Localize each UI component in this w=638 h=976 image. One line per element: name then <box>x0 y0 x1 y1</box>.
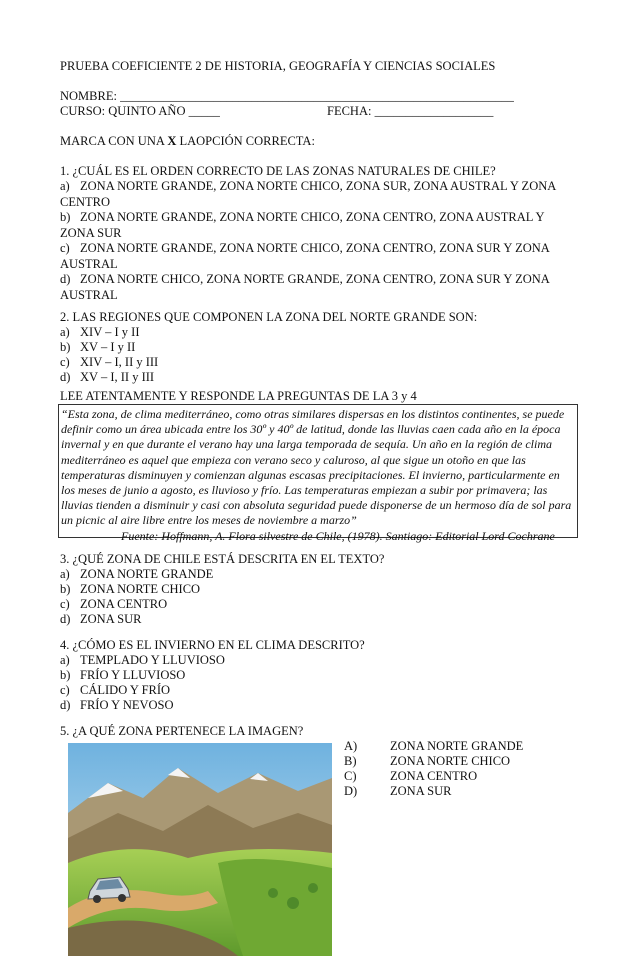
option-letter: b) <box>60 210 71 224</box>
option-text: ZONA SUR <box>390 784 452 798</box>
name-field-line: NOMBRE: _______________________________________________________________ <box>60 89 514 103</box>
reading-source: Fuente: Hoffmann, A. Flora silvestre de Chile, (1978). Santiago: Editorial Lord Cochrane <box>121 528 555 543</box>
exam-title: PRUEBA COEFICIENTE 2 DE HISTORIA, GEOGRAFÍA Y CIENCIAS SOCIALES <box>60 59 496 73</box>
q1-option-a <box>60 179 568 210</box>
q5-option-a <box>344 739 523 754</box>
q2-option-d <box>60 370 154 385</box>
option-letter: c) <box>60 597 70 611</box>
course-field-line: CURSO: QUINTO AÑO _____ <box>60 104 220 118</box>
option-letter: A) <box>344 739 358 753</box>
q1-option-b <box>60 210 568 241</box>
option-letter: c) <box>60 683 70 697</box>
tree <box>308 883 318 893</box>
option-text: ZONA NORTE GRANDE <box>80 567 214 581</box>
question-3: 3. ¿QUÉ ZONA DE CHILE ESTÁ DESCRITA EN EL TEXTO? <box>60 552 385 566</box>
car-wheel <box>118 894 126 902</box>
option-text: CÁLIDO Y FRÍO <box>80 683 171 697</box>
option-letter: B) <box>344 754 357 768</box>
q5-option-b <box>344 754 523 769</box>
option-text: XIV – I, II y III <box>80 355 159 369</box>
reading-instruction: LEE ATENTAMENTE Y RESPONDE LA PREGUNTAS DE LA 3 y 4 <box>60 389 417 403</box>
question-2: 2. LAS REGIONES QUE COMPONEN LA ZONA DEL NORTE GRANDE SON: <box>60 310 478 324</box>
q5-option-c <box>344 769 523 784</box>
option-letter: a) <box>60 179 70 193</box>
option-text: ZONA NORTE CHICO <box>390 754 511 768</box>
reading-text-box <box>58 404 578 543</box>
option-text: ZONA NORTE GRANDE <box>390 739 524 753</box>
instruction-after: LAOPCIÓN CORRECTA: <box>176 134 315 148</box>
option-letter: d) <box>60 370 71 384</box>
q3-option-c <box>60 597 167 612</box>
option-text: XIV – I y II <box>80 325 140 339</box>
option-letter: d) <box>60 612 71 626</box>
option-text: ZONA NORTE CHICO, ZONA NORTE GRANDE, ZONA CENTRO, ZONA SUR Y ZONA AUSTRAL <box>60 272 550 302</box>
option-letter: c) <box>60 355 70 369</box>
instruction-before: MARCA CON UNA <box>60 134 168 148</box>
mountain-valley-car-illustration <box>68 743 332 956</box>
option-text: ZONA NORTE GRANDE, ZONA NORTE CHICO, ZONA CENTRO, ZONA SUR Y ZONA AUSTRAL <box>60 241 550 271</box>
option-text: ZONA NORTE GRANDE, ZONA NORTE CHICO, ZONA SUR, ZONA AUSTRAL Y ZONA CENTRO <box>60 179 556 209</box>
option-letter: D) <box>344 784 358 798</box>
option-letter: C) <box>344 769 357 783</box>
option-text: ZONA CENTRO <box>80 597 168 611</box>
question-4: 4. ¿CÓMO ES EL INVIERNO EN EL CLIMA DESCRITO? <box>60 638 365 652</box>
q2-option-b <box>60 340 135 355</box>
option-letter: b) <box>60 668 71 682</box>
option-letter: b) <box>60 340 71 354</box>
option-letter: d) <box>60 698 71 712</box>
q3-option-b <box>60 582 200 597</box>
option-text: XV – I y II <box>80 340 136 354</box>
instruction <box>60 134 315 149</box>
option-text: TEMPLADO Y LLUVIOSO <box>80 653 225 667</box>
q4-option-b <box>60 668 185 683</box>
option-text: ZONA NORTE GRANDE, ZONA NORTE CHICO, ZONA CENTRO, ZONA AUSTRAL Y ZONA SUR <box>60 210 545 240</box>
q3-option-d <box>60 612 141 627</box>
q3-option-a <box>60 567 213 582</box>
q2-option-c <box>60 355 158 370</box>
question-5: 5. ¿A QUÉ ZONA PERTENECE LA IMAGEN? <box>60 724 304 738</box>
option-letter: c) <box>60 241 70 255</box>
option-letter: a) <box>60 325 70 339</box>
q4-option-d <box>60 698 174 713</box>
q2-option-a <box>60 325 139 340</box>
tree <box>287 897 299 909</box>
q4-option-c <box>60 683 170 698</box>
option-letter: a) <box>60 653 70 667</box>
option-letter: b) <box>60 582 71 596</box>
reading-text: “Esta zona, de clima mediterráneo, como otras similares dispersas en los distintos continentes, se puede definir como un área ubicada entre los 30º y 40º de latitud, donde las lluvias caen cada año en la época invernal y en que durante el verano hay una larga temporada de sequía. Un año en la región de clima mediterráneo es aquel que empieza con verano seco y caluroso, al que sigue un otoño en que las temperaturas disminuyen y comienzan algunas escasas precipitaciones. El invierno, particularmente en los meses de junio a agosto, es lluvioso y frío. Las temperaturas empiezan a subir por primavera; las lluvias tienden a disminuir y casi con absoluta seguridad puede disponerse de un hermoso día de sol para un picnic al aire libre entre los meses de noviembre a marzo” <box>61 407 572 528</box>
option-letter: d) <box>60 272 71 286</box>
option-text: XV – I, II y III <box>80 370 155 384</box>
tree <box>268 888 278 898</box>
option-text: FRÍO Y NEVOSO <box>80 698 174 712</box>
q5-option-d <box>344 784 523 799</box>
instruction-mark: X <box>167 134 177 148</box>
question-1: 1. ¿CUÁL ES EL ORDEN CORRECTO DE LAS ZONAS NATURALES DE CHILE? <box>60 164 496 178</box>
option-text: FRÍO Y LLUVIOSO <box>80 668 186 682</box>
option-text: ZONA CENTRO <box>390 769 478 783</box>
q1-option-d <box>60 272 568 303</box>
q1-option-c <box>60 241 568 272</box>
option-text: ZONA NORTE CHICO <box>80 582 201 596</box>
date-field-line: FECHA: ___________________ <box>327 104 494 118</box>
car-wheel <box>93 895 101 903</box>
q5-options <box>344 739 523 799</box>
q4-option-a <box>60 653 225 668</box>
option-letter: a) <box>60 567 70 581</box>
option-text: ZONA SUR <box>80 612 142 626</box>
